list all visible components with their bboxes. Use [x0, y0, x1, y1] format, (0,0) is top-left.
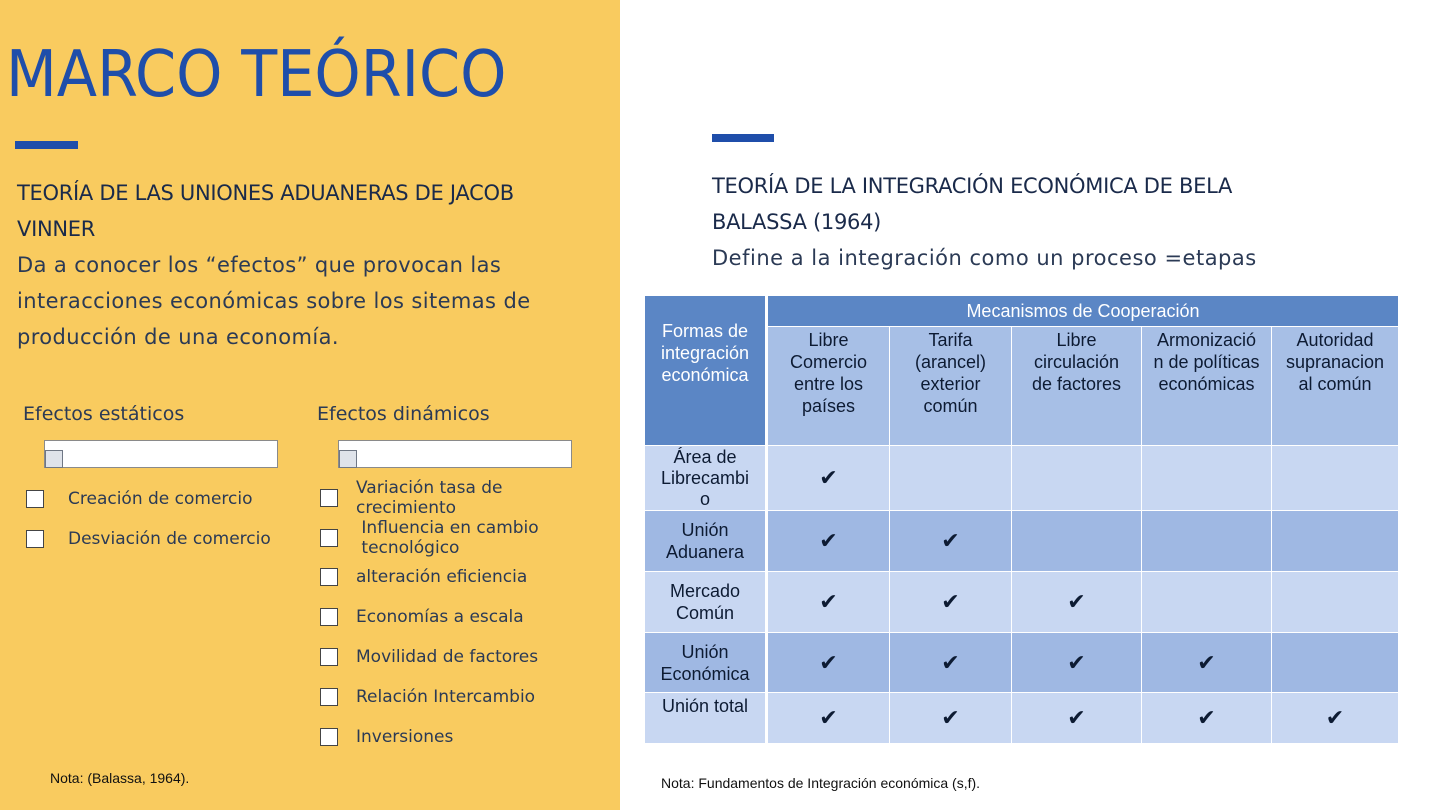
checkbox[interactable] — [26, 530, 44, 548]
row-label: Mercado Común — [645, 572, 768, 633]
right-heading-line2: BALASSA (1964) — [712, 210, 882, 234]
accent-bar-right — [712, 134, 774, 142]
dynamic-item-label: Economías a escala — [356, 607, 524, 627]
check-cell: ✔ — [1012, 693, 1142, 744]
dynamic-item-label: Inversiones — [356, 727, 454, 747]
check-cell — [1272, 572, 1399, 633]
row-label: Área de Librecambi o — [645, 446, 768, 511]
static-item[interactable] — [26, 489, 253, 509]
check-cell: ✔ — [890, 572, 1012, 633]
check-cell: ✔ — [1272, 693, 1399, 744]
check-cell: ✔ — [890, 633, 1012, 693]
page-title: MARCO TEÓRICO — [6, 38, 507, 112]
dynamic-item-label: Movilidad de factores — [356, 647, 539, 667]
check-cell — [1142, 572, 1272, 633]
checkbox[interactable] — [320, 529, 338, 547]
dynamic-item[interactable] — [320, 687, 535, 707]
checkbox[interactable] — [320, 568, 338, 586]
checkbox[interactable] — [26, 490, 44, 508]
checkbox[interactable] — [320, 489, 338, 507]
dynamic-item-label: alteración eficiencia — [356, 567, 528, 587]
accent-bar-left — [15, 141, 78, 149]
check-cell: ✔ — [768, 693, 890, 744]
check-cell: ✔ — [768, 633, 890, 693]
check-cell: ✔ — [1142, 693, 1272, 744]
left-body — [17, 247, 531, 355]
checkbox[interactable] — [320, 608, 338, 626]
field-handle — [45, 450, 63, 468]
dynamic-effects-title: Efectos dinámicos — [317, 403, 490, 425]
check-cell: ✔ — [890, 693, 1012, 744]
left-body-line3: producción de una economía. — [17, 325, 339, 349]
dynamic-item[interactable] — [320, 518, 539, 558]
row-label: Unión Económica — [645, 633, 768, 693]
static-item[interactable] — [26, 529, 271, 549]
dynamic-item[interactable] — [320, 567, 527, 587]
check-cell: ✔ — [890, 511, 1012, 572]
check-cell: ✔ — [768, 446, 890, 511]
static-effects-field[interactable] — [44, 440, 278, 468]
static-item-label: Creación de comercio — [68, 489, 253, 509]
check-cell: ✔ — [1142, 633, 1272, 693]
check-cell — [1142, 511, 1272, 572]
dynamic-effects-field[interactable] — [338, 440, 572, 468]
dynamic-item[interactable] — [320, 727, 453, 747]
dynamic-item-label: Influencia en cambio tecnológico — [361, 518, 539, 558]
left-heading-line2: VINNER — [17, 217, 96, 241]
left-body-line2: interacciones económicas sobre los sitemas de — [17, 289, 531, 313]
dynamic-item-label: Relación Intercambio — [356, 687, 536, 707]
row-label: Unión Aduanera — [645, 511, 768, 572]
dynamic-item[interactable] — [320, 607, 524, 627]
left-heading-line1: TEORÍA DE LAS UNIONES ADUANERAS DE JACOB — [17, 181, 514, 205]
check-cell: ✔ — [1012, 572, 1142, 633]
check-cell: ✔ — [768, 511, 890, 572]
right-note: Nota: Fundamentos de Integración económica (s,f). — [661, 775, 981, 791]
column-header: Libre circulación de factores — [1012, 327, 1142, 446]
check-cell: ✔ — [768, 572, 890, 633]
check-cell: ✔ — [1012, 633, 1142, 693]
right-heading — [712, 168, 1232, 240]
field-handle — [339, 450, 357, 468]
right-subtitle: Define a la integración como un proceso =etapas — [712, 246, 1257, 270]
left-body-line1: Da a conocer los “efectos” que provocan las — [17, 253, 502, 277]
check-cell — [1142, 446, 1272, 511]
check-cell — [1272, 633, 1399, 693]
check-cell — [1272, 446, 1399, 511]
check-cell — [890, 446, 1012, 511]
checkbox[interactable] — [320, 648, 338, 666]
check-cell — [1012, 446, 1142, 511]
check-cell — [1012, 511, 1142, 572]
checkbox[interactable] — [320, 728, 338, 746]
dynamic-item[interactable] — [320, 647, 538, 667]
left-note: Nota: (Balassa, 1964). — [50, 770, 190, 786]
static-item-label: Desviación de comercio — [68, 529, 271, 549]
column-header: Armonizació n de políticas económicas — [1142, 327, 1272, 446]
right-heading-line1: TEORÍA DE LA INTEGRACIÓN ECONÓMICA DE BELA — [712, 174, 1233, 198]
row-label: Unión total — [645, 693, 768, 744]
integration-table — [645, 296, 1399, 744]
column-header: Autoridad supranacion al común — [1272, 327, 1399, 446]
row-header: Formas de integración económica — [645, 296, 768, 446]
checkbox[interactable] — [320, 688, 338, 706]
dynamic-item-label: Variación tasa de crecimiento — [356, 478, 503, 518]
column-header: Libre Comercio entre los países — [768, 327, 890, 446]
left-heading — [17, 175, 514, 247]
column-header: Tarifa (arancel) exterior común — [890, 327, 1012, 446]
check-cell — [1272, 511, 1399, 572]
static-effects-title: Efectos estáticos — [23, 403, 185, 425]
dynamic-item[interactable] — [320, 478, 503, 518]
group-header: Mecanismos de Cooperación — [768, 296, 1399, 327]
